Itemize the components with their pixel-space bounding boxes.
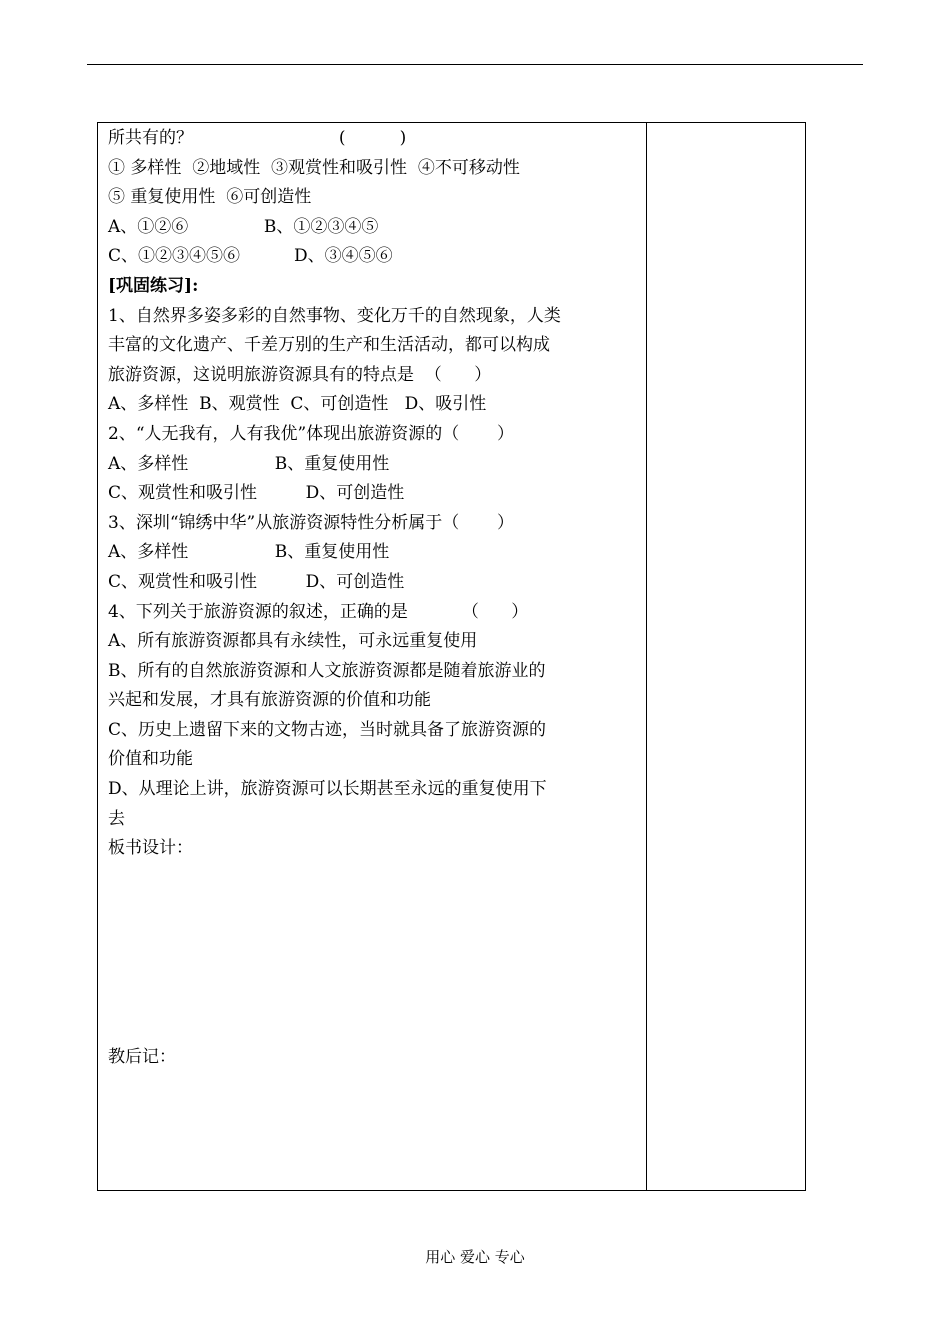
q4-choice-c-2: 价值和功能 xyxy=(108,749,193,770)
q4-choice-b-1: B、所有的自然旅游资源和人文旅游资源都是随着旅游业的 xyxy=(108,660,546,681)
question-stem-end: 所共有的？ ( ) xyxy=(108,128,407,148)
q4-choice-b-2: 兴起和发展，才具有旅游资源的价值和功能 xyxy=(108,690,431,711)
q3-stem: 3、深圳“锦绣中华”从旅游资源特性分析属于（ ） xyxy=(108,512,515,533)
q1-line-2: 丰富的文化遗产、千差万别的生产和生活活动，都可以构成 xyxy=(108,335,550,356)
board-design-label: 板书设计： xyxy=(108,838,193,859)
q2-stem: 2、“人无我有，人有我优”体现出旅游资源的（ ） xyxy=(108,423,515,444)
q2-choices-cd: C、观赏性和吸引性 D、可创造性 xyxy=(108,483,405,504)
header-rule xyxy=(87,64,863,65)
page-footer: 用心 爱心 专心 xyxy=(425,1248,525,1266)
q4-choice-d-2: 去 xyxy=(108,808,125,829)
choice-row-ab: A、①②⑥ B、①②③④⑤ xyxy=(108,216,379,237)
q4-choice-d-1: D、从理论上讲，旅游资源可以长期甚至永远的重复使用下 xyxy=(108,779,547,800)
q1-line-3: 旅游资源，这说明旅游资源具有的特点是 （ ） xyxy=(108,364,492,385)
q3-choices-ab: A、多样性 B、重复使用性 xyxy=(108,542,390,563)
q1-line-1: 1、自然界多姿多彩的自然事物、变化万千的自然现象，人类 xyxy=(108,305,561,326)
q2-choices-ab: A、多样性 B、重复使用性 xyxy=(108,453,390,474)
options-line-1: ① 多样性 ②地域性 ③观赏性和吸引性 ④不可移动性 xyxy=(108,157,520,178)
q3-choices-cd: C、观赏性和吸引性 D、可创造性 xyxy=(108,571,405,592)
choice-row-cd: C、①②③④⑤⑥ D、③④⑤⑥ xyxy=(108,246,393,267)
table-column-divider xyxy=(646,122,647,1191)
practice-heading: [巩固练习]: xyxy=(108,275,199,296)
lesson-content xyxy=(108,124,638,864)
q4-stem: 4、下列关于旅游资源的叙述，正确的是 （ ） xyxy=(108,601,529,622)
q4-choice-c-1: C、历史上遗留下来的文物古迹，当时就具备了旅游资源的 xyxy=(108,719,547,740)
options-line-2: ⑤ 重复使用性 ⑥可创造性 xyxy=(108,187,312,208)
q4-choice-a: A、所有旅游资源都具有永续性，可永远重复使用 xyxy=(108,631,478,652)
after-class-notes-label: 教后记： xyxy=(108,1047,176,1067)
q1-choices: A、多样性 B、观赏性 C、可创造性 D、吸引性 xyxy=(108,394,487,415)
